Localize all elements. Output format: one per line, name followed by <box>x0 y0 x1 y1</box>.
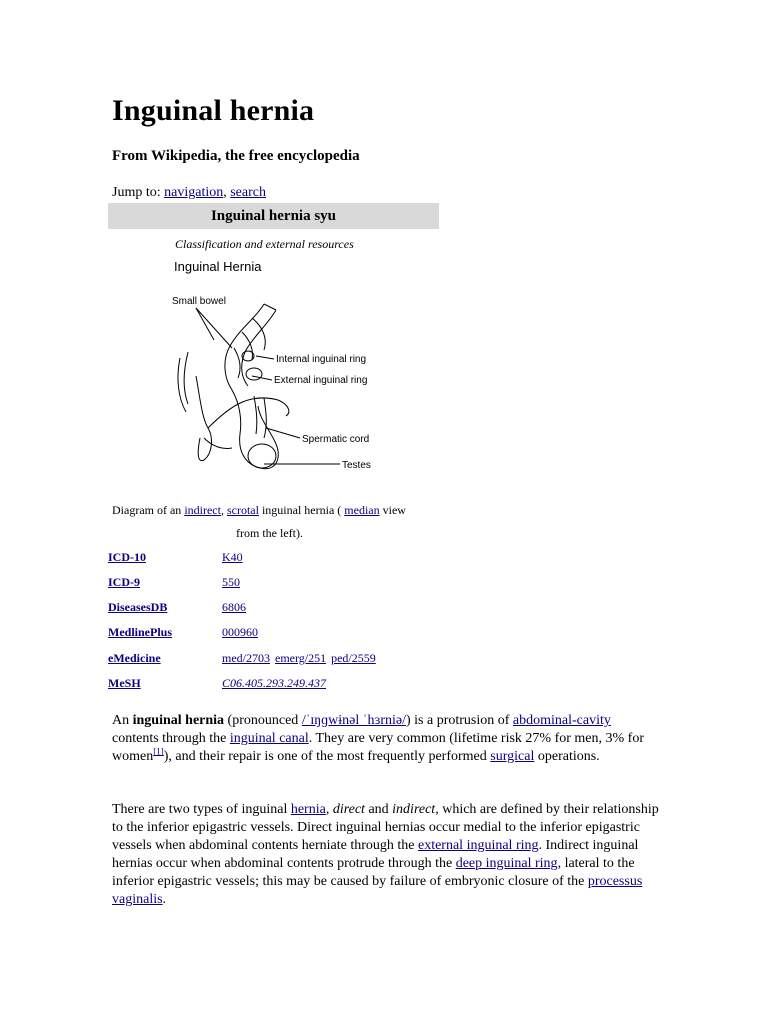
p1-text: An <box>112 713 133 728</box>
hernia-link[interactable]: hernia <box>290 802 326 817</box>
label-testes: Testes <box>342 460 371 471</box>
reference-link[interactable]: [1] <box>153 746 164 757</box>
infobox-row-value <box>222 600 248 615</box>
caption-link-median[interactable]: median <box>344 503 380 517</box>
abdominal-cavity-link[interactable]: abdominal-cavity <box>512 713 611 728</box>
p2-text: , lateral to the inferior epigastric vessels; this may be caused by failure of embryonic closure of the <box>112 856 635 889</box>
jump-separator: , <box>223 185 231 200</box>
infobox-row-label[interactable]: MedlinePlus <box>108 625 173 639</box>
infobox-header: Inguinal hernia syu <box>108 203 439 229</box>
deep-inguinal-ring-link[interactable]: deep inguinal ring <box>455 856 558 871</box>
page-title: Inguinal hernia <box>112 94 315 127</box>
infobox-code-link[interactable]: 000960 <box>222 625 258 639</box>
inguinal-hernia-diagram <box>168 288 408 488</box>
caption-text-3: view <box>379 503 406 517</box>
p1-text: contents through the <box>112 731 230 746</box>
infobox-row-label[interactable]: ICD-10 <box>108 550 146 564</box>
p2-text: . <box>162 892 167 907</box>
label-small-bowel: Small bowel <box>172 296 226 307</box>
figure-caption-line2: from the left). <box>236 526 303 540</box>
label-spermatic-cord: Spermatic cord <box>302 434 370 445</box>
infobox-row-value <box>222 676 328 691</box>
pronunciation-link[interactable]: /ˈɪŋɡwɨnəl ˈhɜrniə/ <box>301 713 406 728</box>
infobox-row-label[interactable]: eMedicine <box>108 651 161 665</box>
infobox-code-link[interactable]: 550 <box>222 575 240 589</box>
label-internal-ring: Internal inguinal ring <box>276 354 367 365</box>
inguinal-canal-link[interactable]: inguinal canal <box>229 731 309 746</box>
infobox-classification: Classification and external resources <box>175 237 354 251</box>
caption-text-2: inguinal hernia ( <box>258 503 345 517</box>
infobox-row-label[interactable]: MeSH <box>108 676 141 690</box>
infobox-code-link[interactable]: med/2703 <box>222 651 270 665</box>
p1-text: (pronounced <box>224 713 302 728</box>
jump-to-label: Jump to: <box>112 185 165 200</box>
jump-to <box>112 185 266 201</box>
infobox-row-value <box>222 550 245 565</box>
p1-text: operations. <box>534 749 600 764</box>
diagram-sketch <box>178 304 289 469</box>
infobox-row-label[interactable]: ICD-9 <box>108 575 140 589</box>
p2-text: , which are defined by their relationship to the inferior epigastric vessels. Direct inguinal hernias occur medial to the inferior epigastric vessels when abdominal contents herniate through the <box>112 802 659 853</box>
p1-text: ), and their repair is one of the most frequently performed <box>163 749 491 764</box>
page-subtitle: From Wikipedia, the free encyclopedia <box>112 148 360 164</box>
infobox-code-link[interactable]: emerg/251 <box>275 651 327 665</box>
p2-direct: direct <box>332 802 365 817</box>
p1-text: ) is a protrusion of <box>405 713 513 728</box>
infobox-row-label[interactable]: DiseasesDB <box>108 600 168 614</box>
p2-text: and <box>364 802 393 817</box>
p1-text: . They are very common (lifetime risk 27% for men, 3% for women <box>112 731 644 764</box>
infobox-row-value <box>222 651 378 666</box>
infobox-row-value <box>222 625 260 640</box>
search-link[interactable]: search <box>230 185 266 200</box>
surgical-link[interactable]: surgical <box>490 749 535 764</box>
intro-paragraph <box>112 712 660 766</box>
infobox-code-link[interactable]: ped/2559 <box>331 651 376 665</box>
p1-term: inguinal hernia <box>132 713 225 728</box>
caption-link-scrotal[interactable]: scrotal <box>226 503 259 517</box>
infobox-code-link[interactable]: C06.405.293.249.437 <box>222 676 327 690</box>
p2-text: There are two types of inguinal <box>112 802 291 817</box>
figure-caption <box>112 503 406 518</box>
infobox-code-link[interactable]: K40 <box>222 550 243 564</box>
figure-title: Inguinal Hernia <box>174 259 262 274</box>
p2-text: , <box>325 802 333 817</box>
types-paragraph <box>112 801 660 909</box>
p2-indirect: indirect <box>392 802 436 817</box>
infobox-code-link[interactable]: 6806 <box>222 600 246 614</box>
caption-link-indirect[interactable]: indirect <box>184 503 221 517</box>
navigation-link[interactable]: navigation <box>164 185 224 200</box>
p2-text: . Indirect inguinal hernias occur when abdominal contents protrude through the <box>112 838 639 871</box>
label-external-ring: External inguinal ring <box>274 375 368 386</box>
caption-comma: , <box>220 503 227 517</box>
caption-text-1: Diagram of an <box>112 503 185 517</box>
processus-vaginalis-link[interactable]: processus vaginalis <box>112 874 643 907</box>
external-inguinal-ring-link[interactable]: external inguinal ring <box>417 838 539 853</box>
infobox-row-value <box>222 575 242 590</box>
